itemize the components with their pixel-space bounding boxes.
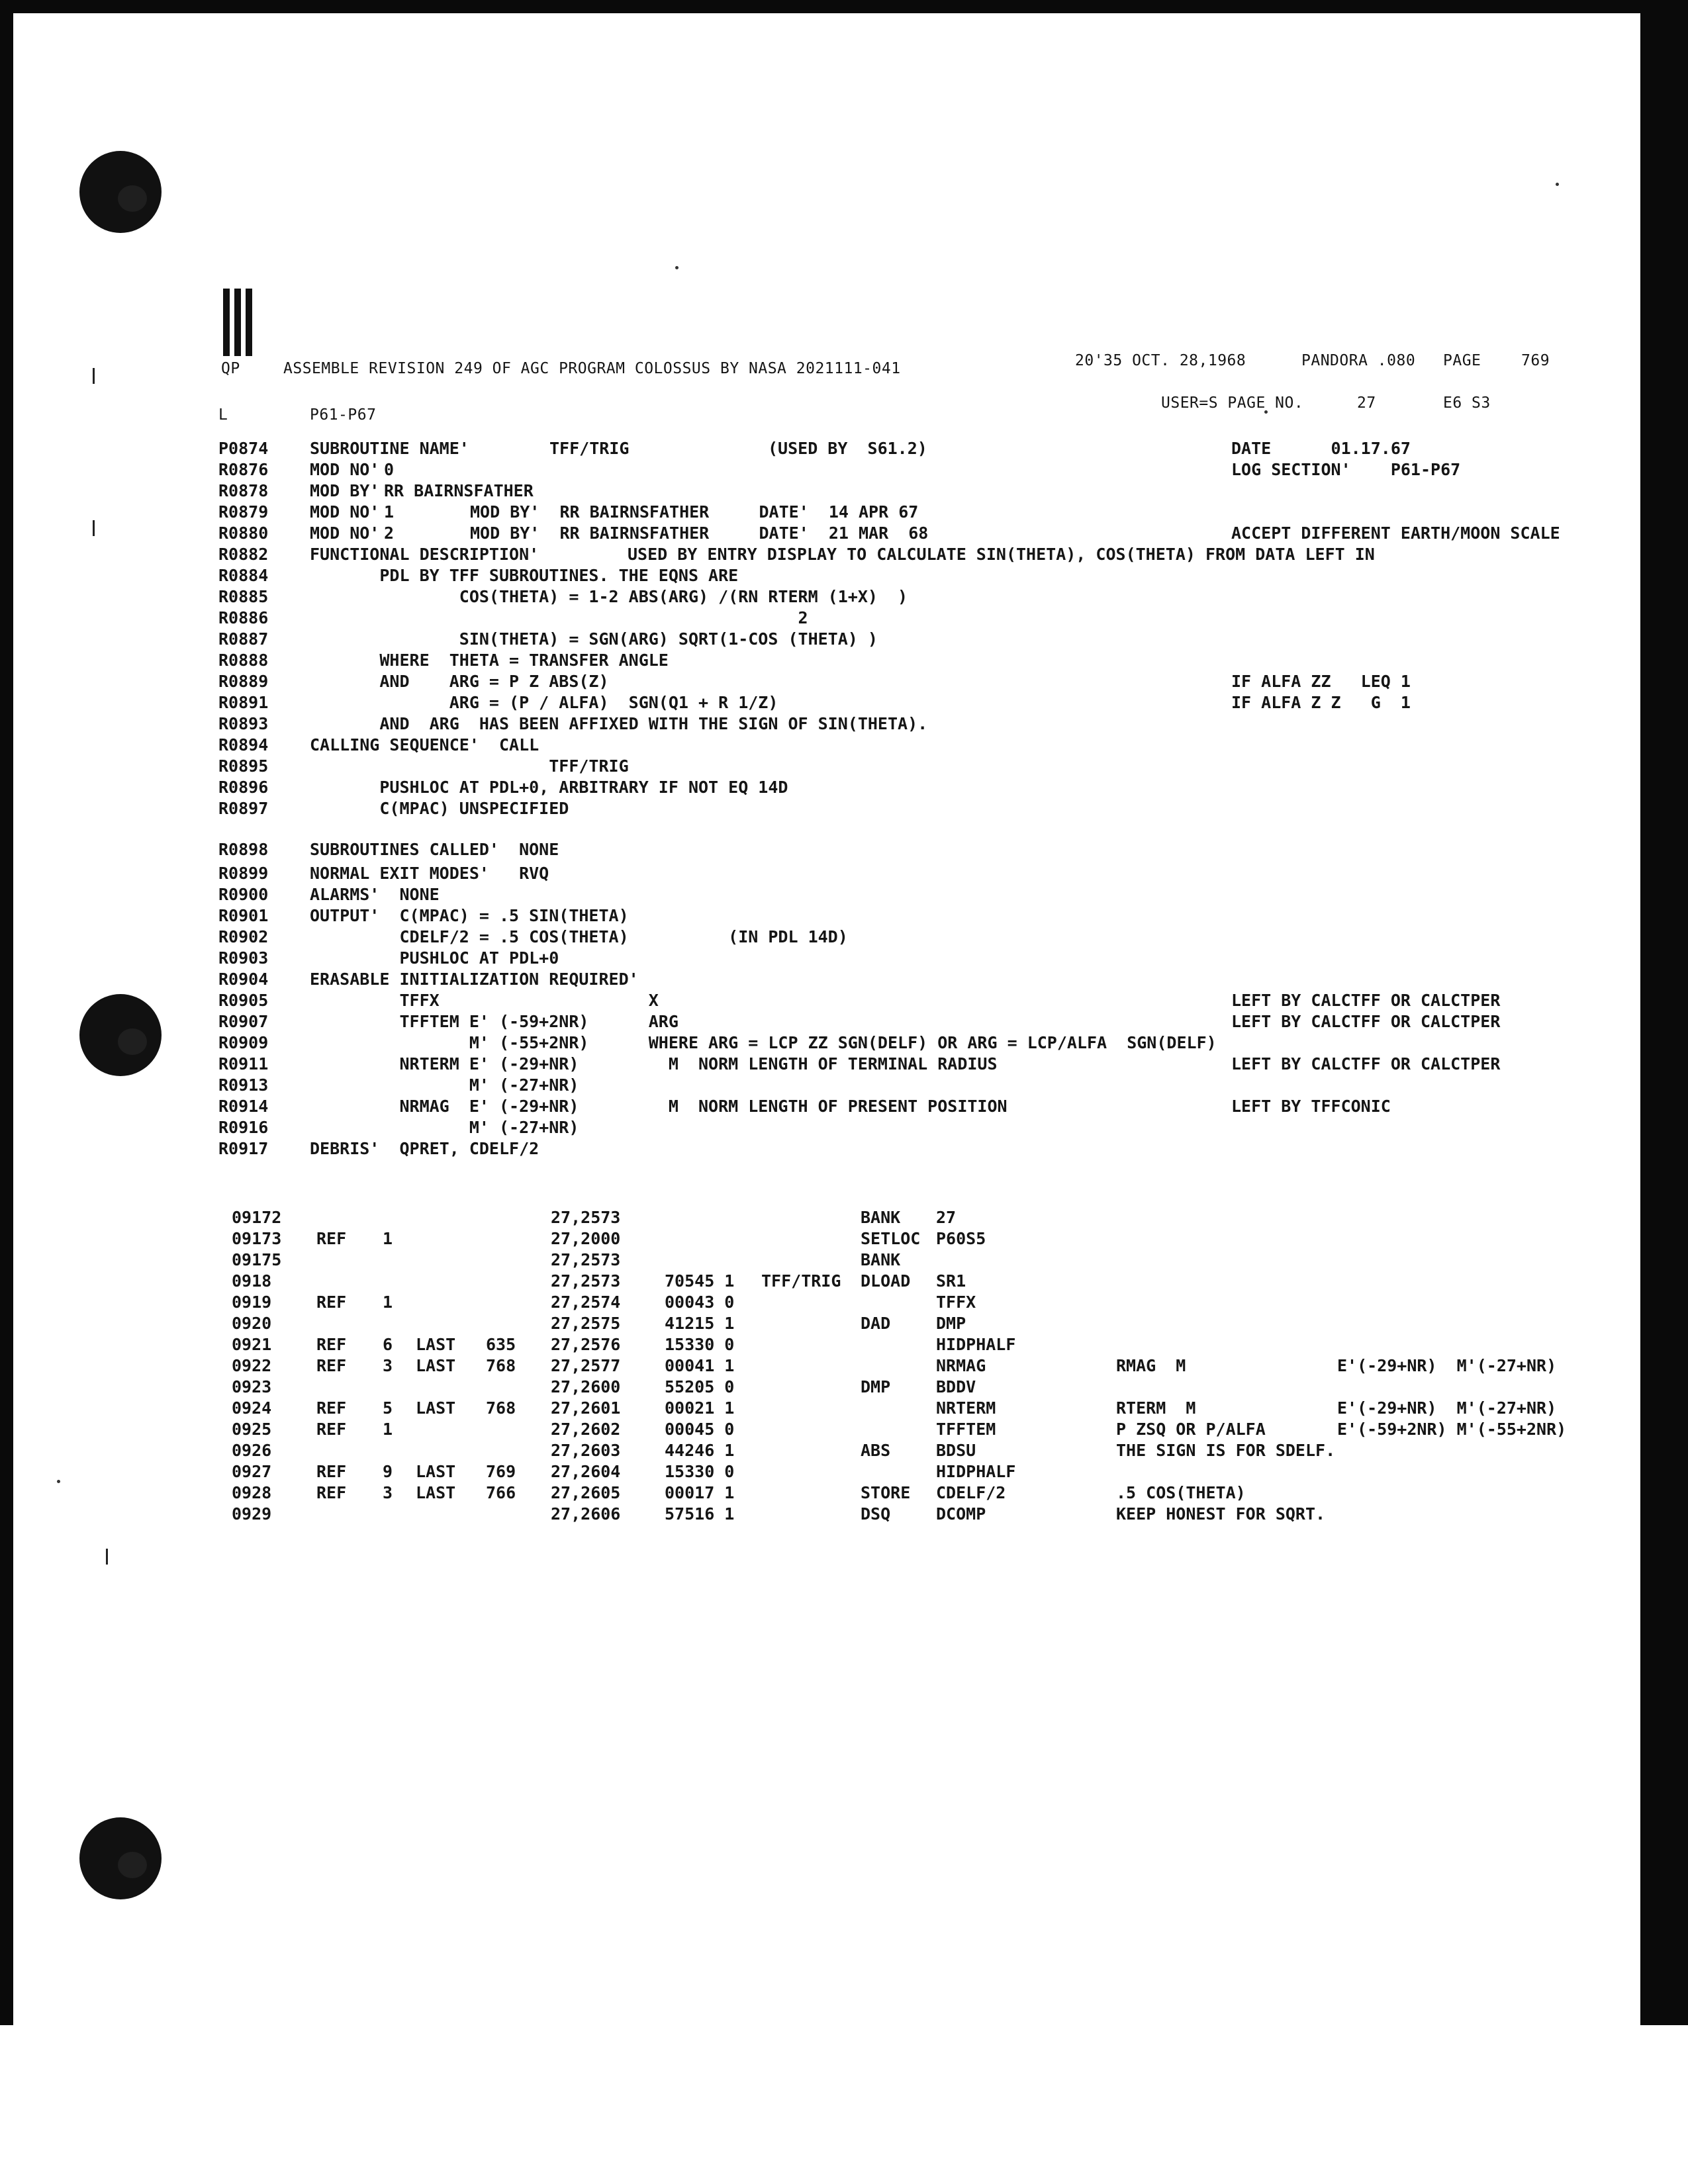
code-comment: THE SIGN IS FOR SDELF. [1116,1441,1336,1460]
address: 27,2000 [551,1229,621,1248]
line-sequence: R0901 [218,906,269,925]
last-tag: LAST [416,1462,456,1481]
scan-border-left [0,0,13,2025]
margin-mark [106,1549,108,1565]
address: 27,2575 [551,1314,621,1333]
line-sequence: 09172 [232,1208,282,1227]
line-sequence: 09173 [232,1229,282,1248]
comment-field: MOD NO' [310,523,380,543]
comment-text: ARG = (P / ALFA) SGN(Q1 + R 1/Z) [310,693,778,712]
code-comment: RMAG M [1116,1356,1186,1375]
comment-text: ALARMS' NONE [310,885,440,904]
last-page: 635 [486,1335,516,1354]
line-sequence: R0880 [218,523,269,543]
margin-mark [93,368,95,384]
ref-count: 9 [383,1462,393,1481]
comment-text: TFF/TRIG [310,756,629,776]
barcode-mark [223,289,256,356]
comment-text: C(MPAC) UNSPECIFIED [310,799,569,818]
comment-value: 1 [384,502,395,522]
line-sequence: R0893 [218,714,269,733]
address: 27,2602 [551,1420,621,1439]
octal-word: 00043 0 [665,1293,735,1312]
code-comment-scale: E'(-29+NR) M'(-27+NR) [1337,1356,1557,1375]
line-sequence: R0886 [218,608,269,627]
octal-word: 57516 1 [665,1504,735,1524]
octal-word: 44246 1 [665,1441,735,1460]
operand: NRTERM [936,1398,996,1418]
line-sequence: R0917 [218,1139,269,1158]
octal-word: 15330 0 [665,1462,735,1481]
comment-right: IF ALFA ZZ LEQ 1 [1231,672,1411,691]
line-sequence: R0896 [218,778,269,797]
operand: TFFTEM [936,1420,996,1439]
line-sequence: R0884 [218,566,269,585]
address: 27,2576 [551,1335,621,1354]
line-sequence: 0927 [232,1462,272,1481]
comment-right: LEFT BY TFFCONIC [1231,1097,1391,1116]
last-page: 768 [486,1398,516,1418]
last-page: 768 [486,1356,516,1375]
comment-text: ERASABLE INITIALIZATION REQUIRED' [310,970,639,989]
ref-tag: REF [316,1398,347,1418]
scan-border-right [1640,12,1688,2025]
comment-text: 2 [310,608,808,627]
line-sequence: 0922 [232,1356,272,1375]
comment-text: TFFTEM E' (-59+2NR) ARG [310,1012,679,1031]
octal-word: 00045 0 [665,1420,735,1439]
last-page: 766 [486,1483,516,1502]
comment-right: LOG SECTION' P61-P67 [1231,460,1461,479]
ref-count: 3 [383,1356,393,1375]
address: 27,2606 [551,1504,621,1524]
comment-right: LEFT BY CALCTFF OR CALCTPER [1231,991,1501,1010]
comment-text: M' (-55+2NR) WHERE ARG = LCP ZZ SGN(DELF) OR ARG = LCP/ALFA SGN(DELF) [310,1033,1217,1052]
comment-field: MOD NO' [310,502,380,522]
ref-count: 1 [383,1420,393,1439]
line-sequence: R0900 [218,885,269,904]
address: 27,2574 [551,1293,621,1312]
opcode: SETLOC [861,1229,921,1248]
operand: 27 [936,1208,957,1227]
line-sequence: R0891 [218,693,269,712]
octal-word: 55205 0 [665,1377,735,1396]
comment-detail: MOD BY' RR BAIRNSFATHER DATE' 14 APR 67 [470,502,919,522]
last-page: 769 [486,1462,516,1481]
comment-text: M' (-27+NR) [310,1118,579,1137]
line-sequence: 0925 [232,1420,272,1439]
line-sequence: R0902 [218,927,269,946]
comment-detail: USED BY ENTRY DISPLAY TO CALCULATE SIN(THETA), COS(THETA) FROM DATA LEFT IN [628,545,1375,564]
margin-mark [93,520,95,536]
line-sequence: R0904 [218,970,269,989]
comment-text: PUSHLOC AT PDL+0, ARBITRARY IF NOT EQ 14D [310,778,788,797]
line-sequence: P0874 [218,439,269,458]
line-sequence: R0878 [218,481,269,500]
comment-text: SUBROUTINES CALLED' NONE [310,840,559,859]
scan-border-top [0,0,1688,13]
line-sequence: R0903 [218,948,269,968]
last-tag: LAST [416,1483,456,1502]
address: 27,2573 [551,1250,621,1269]
comment-text: OUTPUT' C(MPAC) = .5 SIN(THETA) [310,906,629,925]
comment-field: MOD NO' [310,460,380,479]
opcode: DLOAD [861,1271,911,1291]
comment-text: DEBRIS' QPRET, CDELF/2 [310,1139,539,1158]
comment-value: 0 [384,460,395,479]
line-sequence: 0929 [232,1504,272,1524]
operand: DCOMP [936,1504,986,1524]
line-sequence: 0921 [232,1335,272,1354]
address: 27,2601 [551,1398,621,1418]
comment-text: PDL BY TFF SUBROUTINES. THE EQNS ARE [310,566,739,585]
comment-text: AND ARG HAS BEEN AFFIXED WITH THE SIGN OF SIN(THETA). [310,714,928,733]
comment-text: COS(THETA) = 1-2 ABS(ARG) /(RN RTERM (1+X) ) [310,587,908,606]
line-sequence: R0889 [218,672,269,691]
comment-text: PUSHLOC AT PDL+0 [310,948,559,968]
line-sequence: R0876 [218,460,269,479]
line-sequence: R0911 [218,1054,269,1073]
line-sequence: 0918 [232,1271,272,1291]
code-comment: P ZSQ OR P/ALFA [1116,1420,1266,1439]
ref-tag: REF [316,1293,347,1312]
address: 27,2604 [551,1462,621,1481]
ref-count: 1 [383,1229,393,1248]
address: 27,2600 [551,1377,621,1396]
ref-tag: REF [316,1420,347,1439]
line-sequence: R0888 [218,651,269,670]
line-sequence: 0923 [232,1377,272,1396]
comment-text: NRTERM E' (-29+NR) M NORM LENGTH OF TERMINAL RADIUS [310,1054,998,1073]
operand: DMP [936,1314,966,1333]
code-comment: KEEP HONEST FOR SQRT. [1116,1504,1326,1524]
line-sequence: R0882 [218,545,269,564]
address: 27,2577 [551,1356,621,1375]
comment-right: DATE 01.17.67 [1231,439,1411,458]
line-sequence: R0887 [218,629,269,649]
address: 27,2605 [551,1483,621,1502]
punch-hole-top [79,151,162,233]
scan-speck [675,266,679,269]
line-sequence: R0894 [218,735,269,754]
last-tag: LAST [416,1398,456,1418]
address: 27,2573 [551,1208,621,1227]
operand: P60S5 [936,1229,986,1248]
opcode: BANK [861,1208,901,1227]
last-tag: LAST [416,1335,456,1354]
opcode: BANK [861,1250,901,1269]
ref-tag: REF [316,1229,347,1248]
opcode: ABS [861,1441,891,1460]
code-comment: RTERM M [1116,1398,1196,1418]
line-sequence: 0920 [232,1314,272,1333]
users-page-number: 27 [1357,394,1376,412]
operand: CDELF/2 [936,1483,1006,1502]
line-sequence: R0905 [218,991,269,1010]
ref-tag: REF [316,1462,347,1481]
comment-text: CALLING SEQUENCE' CALL [310,735,539,754]
code-comment-scale: E'(-59+2NR) M'(-55+2NR) [1337,1420,1567,1439]
last-tag: LAST [416,1356,456,1375]
line-sequence: R0899 [218,864,269,883]
line-sequence: R0879 [218,502,269,522]
operand: HIDPHALF [936,1335,1016,1354]
header-page-label: PAGE [1443,352,1481,369]
users-page-label: USER=S PAGE NO. [1161,394,1304,412]
comment-field: MOD BY' [310,481,380,500]
line-sequence: R0909 [218,1033,269,1052]
ref-count: 6 [383,1335,393,1354]
comment-right: LEFT BY CALCTFF OR CALCTPER [1231,1054,1501,1073]
comment-field: FUNCTIONAL DESCRIPTION' [310,545,539,564]
ref-count: 5 [383,1398,393,1418]
ref-tag: REF [316,1335,347,1354]
line-sequence: 09175 [232,1250,282,1269]
octal-word: 00017 1 [665,1483,735,1502]
comment-text: SIN(THETA) = SGN(ARG) SQRT(1-COS (THETA) ) [310,629,878,649]
code-label: TFF/TRIG [761,1271,841,1291]
octal-word: 41215 1 [665,1314,735,1333]
operand: BDSU [936,1441,976,1460]
code-comment: .5 COS(THETA) [1116,1483,1246,1502]
operand: SR1 [936,1271,966,1291]
operand: HIDPHALF [936,1462,1016,1481]
line-sequence: 0926 [232,1441,272,1460]
comment-value: 2 [384,523,395,543]
operand: NRMAG [936,1356,986,1375]
comment-text: WHERE THETA = TRANSFER ANGLE [310,651,669,670]
ref-tag: REF [316,1483,347,1502]
address: 27,2603 [551,1441,621,1460]
opcode: DSQ [861,1504,891,1524]
line-sequence: R0895 [218,756,269,776]
comment-right: LEFT BY CALCTFF OR CALCTPER [1231,1012,1501,1031]
octal-word: 00041 1 [665,1356,735,1375]
comment-text: AND ARG = P Z ABS(Z) [310,672,609,691]
header-sub-section: P61-P67 [310,406,377,424]
ref-count: 3 [383,1483,393,1502]
punch-hole-bottom [79,1817,162,1899]
scan-speck [57,1480,60,1483]
code-comment-scale: E'(-29+NR) M'(-27+NR) [1337,1398,1557,1418]
opcode: DAD [861,1314,891,1333]
line-sequence: R0898 [218,840,269,859]
comment-value: TFF/TRIG [549,439,630,458]
line-sequence: R0907 [218,1012,269,1031]
punch-hole-middle [79,994,162,1076]
address: 27,2573 [551,1271,621,1291]
header-marker: QP [221,360,240,377]
line-sequence: R0914 [218,1097,269,1116]
line-sequence: R0913 [218,1075,269,1095]
scan-speck [1556,183,1559,186]
line-sequence: R0897 [218,799,269,818]
comment-text: M' (-27+NR) [310,1075,579,1095]
header-sub-left: L [218,406,228,424]
line-sequence: R0916 [218,1118,269,1137]
ref-count: 1 [383,1293,393,1312]
octal-word: 15330 0 [665,1335,735,1354]
octal-word: 70545 1 [665,1271,735,1291]
comment-text: CDELF/2 = .5 COS(THETA) (IN PDL 14D) [310,927,848,946]
comment-detail: MOD BY' RR BAIRNSFATHER DATE' 21 MAR 68 [470,523,929,543]
opcode: STORE [861,1483,911,1502]
header-timestamp: 20'35 OCT. 28,1968 [1075,352,1246,369]
comment-text: NORMAL EXIT MODES' RVQ [310,864,549,883]
line-sequence: 0919 [232,1293,272,1312]
header-page-number: 769 [1521,352,1550,369]
operand: BDDV [936,1377,976,1396]
line-sequence: R0885 [218,587,269,606]
comment-text: TFFX X [310,991,659,1010]
octal-word: 00021 1 [665,1398,735,1418]
header-codes: E6 S3 [1443,394,1491,412]
comment-value: RR BAIRNSFATHER [384,481,534,500]
operand: TFFX [936,1293,976,1312]
comment-text: NRMAG E' (-29+NR) M NORM LENGTH OF PRESENT POSITION [310,1097,1008,1116]
opcode: DMP [861,1377,891,1396]
ref-tag: REF [316,1356,347,1375]
comment-right: IF ALFA Z Z G 1 [1231,693,1411,712]
comment-right: ACCEPT DIFFERENT EARTH/MOON SCALE [1231,523,1560,543]
comment-field: SUBROUTINE NAME' [310,439,469,458]
line-sequence: 0928 [232,1483,272,1502]
line-sequence: 0924 [232,1398,272,1418]
comment-detail: (USED BY S61.2) [768,439,927,458]
header-title: ASSEMBLE REVISION 249 OF AGC PROGRAM COLOSSUS BY NASA 2021111-041 [283,360,901,377]
header-tag: PANDORA .080 [1301,352,1416,369]
